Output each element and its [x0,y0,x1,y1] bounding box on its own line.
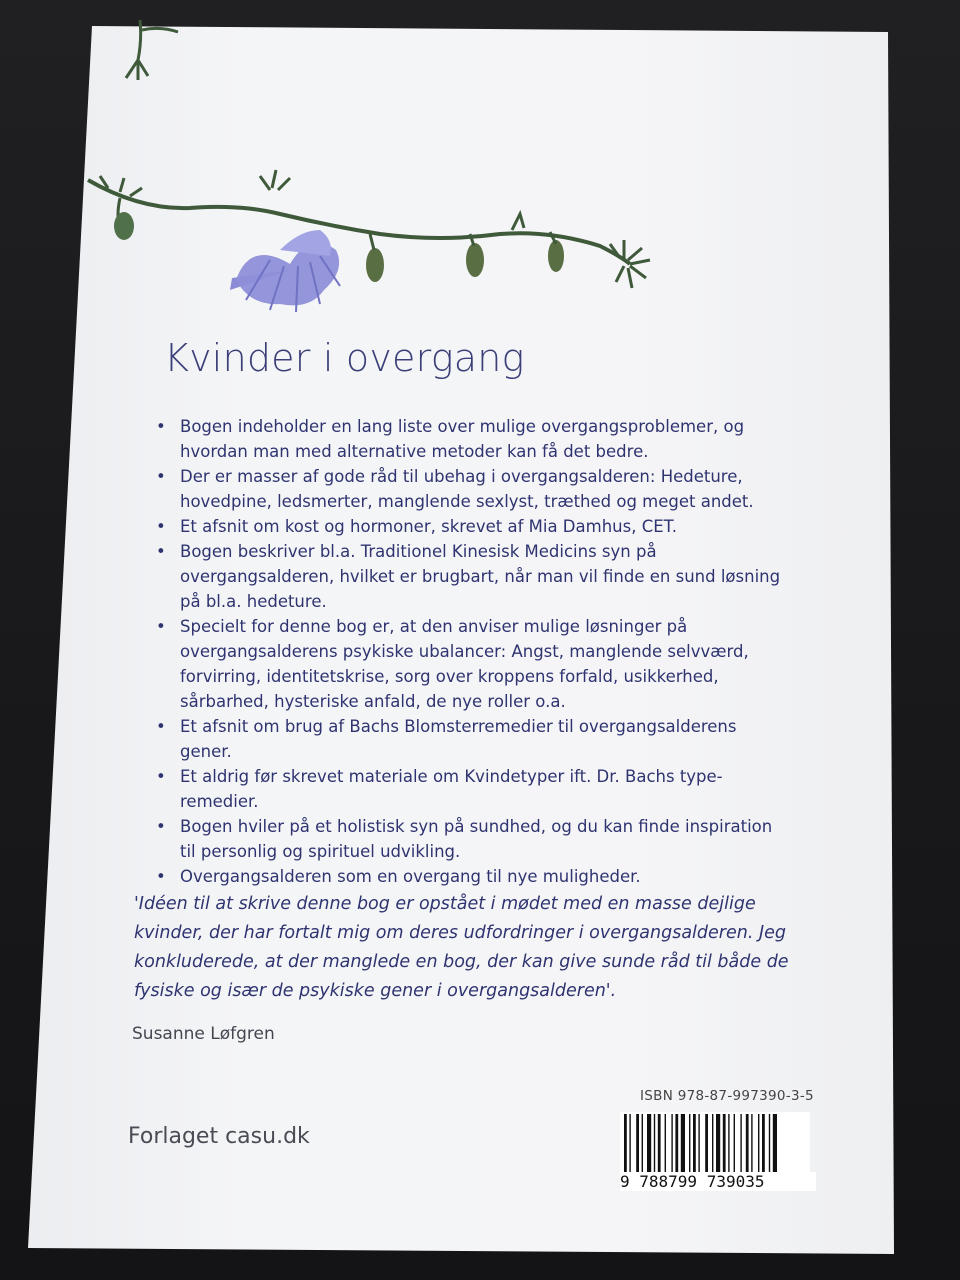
list-item: • Bogen indeholder en lang liste over mulige overgangsproblemer, og hvordan man med alternative metoder kan få det bedre. [150,414,790,464]
publisher-name: Forlaget casu.dk [128,1124,310,1149]
list-item: • Der er masser af gode råd til ubehag i overgangsalderen: Hedeture, hovedpine, ledsmerter, manglende sexlyst, træthed og meget andet. [150,464,790,514]
list-item: • Et afsnit om kost og hormoner, skrevet af Mia Damhus, CET. [150,514,790,539]
list-item: • Overgangsalderen som en overgang til nye muligheder. [150,864,790,889]
author-quote: 'Idéen til at skrive denne bog er opstået i mødet med en masse dejlige kvinder, der har fortalt mig om deres udfordringer i overgangsalderen. Jeg konkluderede, at der manglede en bog, der kan give sunde råd til både de fysiske og især de psykiske gener i overgangsalderen'. [134,894,789,1001]
list-item: • Bogen hviler på et holistisk syn på sundhed, og du kan finde inspiration til personlig og spirituel udvikling. [150,814,790,864]
book-title: Kvinder i overgang [164,336,525,380]
list-item: • Bogen beskriver bl.a. Traditionel Kinesisk Medicins syn på overgangsalderen, hvilket er brugbart, når man vil finde en sund løsning på bl.a. hedeture. [150,539,790,614]
list-item: • Et afsnit om brug af Bachs Blomsterremedier til overgangsalderens gener. [150,714,790,764]
chicory-flower-illustration [80,20,680,320]
isbn-label: ISBN 978-87-997390-3-5 [640,1088,814,1104]
list-item: • Et aldrig før skrevet materiale om Kvindetyper ift. Dr. Bachs type-remedier. [150,764,790,814]
list-item: • Specielt for denne bog er, at den anviser mulige løsninger på overgangsalderens psykiske ubalancer: Angst, manglende selvværd, forvirring, identitetskrise, sorg over kroppens forfald, usikkerhed, sårbarhed, hysteriske anfald, de nye roller o.a. [150,614,790,714]
feature-bullet-list [150,414,790,889]
author-name: Susanne Løfgren [132,1024,275,1044]
barcode-number: 9 788799 739035 [620,1172,816,1191]
